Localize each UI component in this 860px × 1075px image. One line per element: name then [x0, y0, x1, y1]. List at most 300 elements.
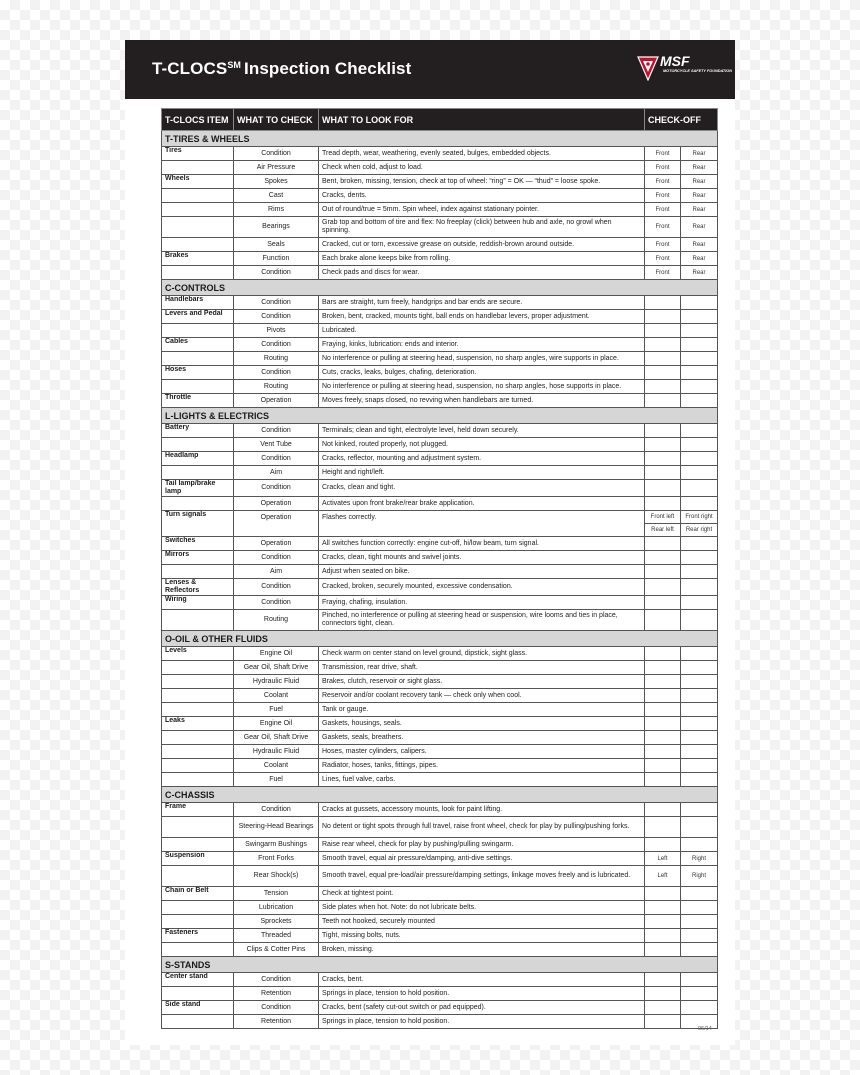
checkoff-box[interactable]: Rear — [681, 238, 718, 252]
what-to-look-for-cell: Broken, bent, cracked, mounts tight, ball ends on handlebar levers, proper adjustment. — [319, 310, 645, 324]
what-to-check-cell: Condition — [234, 973, 319, 987]
what-to-check-cell: Gear Oil, Shaft Drive — [234, 661, 319, 675]
what-to-look-for-cell: No interference or pulling at steering head, suspension, no sharp angles, wire supports in place. — [319, 352, 645, 366]
checkoff-box[interactable] — [681, 689, 718, 703]
item-cell: Suspension — [162, 852, 234, 866]
logo-text: MSF — [660, 53, 690, 69]
what-to-check-cell: Coolant — [234, 759, 319, 773]
item-cell: Levers and Pedal — [162, 310, 234, 324]
item-cell: Switches — [162, 537, 234, 551]
what-to-check-cell: Operation — [234, 511, 319, 537]
what-to-check-cell: Operation — [234, 497, 319, 511]
what-to-look-for-cell: Tight, missing bolts, nuts. — [319, 929, 645, 943]
what-to-look-for-cell: Cracks at gussets, accessory mounts, look for paint lifting. — [319, 803, 645, 817]
item-cell: Leaks — [162, 717, 234, 731]
table-row — [162, 161, 718, 175]
item-cell: Wheels — [162, 175, 234, 189]
what-to-check-cell: Condition — [234, 1001, 319, 1015]
item-cell — [162, 438, 234, 452]
table-row — [162, 915, 718, 929]
checkoff-box[interactable] — [681, 647, 718, 661]
what-to-check-cell: Engine Oil — [234, 647, 319, 661]
table-row — [162, 551, 718, 565]
item-cell: Wiring — [162, 596, 234, 610]
table-row — [162, 1001, 718, 1015]
table-row — [162, 647, 718, 661]
column-header-checkoff: CHECK-OFF — [645, 109, 718, 131]
checkoff-box[interactable]: Rear — [681, 175, 718, 189]
what-to-look-for-cell: Radiator, hoses, tanks, fittings, pipes. — [319, 759, 645, 773]
what-to-check-cell: Retention — [234, 987, 319, 1001]
item-cell — [162, 838, 234, 852]
what-to-look-for-cell: Not kinked, routed properly, not plugged. — [319, 438, 645, 452]
checkoff-box[interactable] — [645, 887, 681, 901]
checkoff-box[interactable] — [645, 987, 681, 1001]
checkoff-box[interactable] — [645, 973, 681, 987]
table-row — [162, 497, 718, 511]
checkoff-box[interactable] — [681, 987, 718, 1001]
checkoff-box[interactable] — [645, 803, 681, 817]
column-header-item: T-CLOCS ITEM — [162, 109, 234, 131]
what-to-look-for-cell: Out of round/true = 5mm. Spin wheel, index against stationary pointer. — [319, 203, 645, 217]
checkoff-box[interactable] — [645, 565, 681, 579]
what-to-check-cell: Cast — [234, 189, 319, 203]
what-to-check-cell: Air Pressure — [234, 161, 319, 175]
what-to-check-cell: Coolant — [234, 689, 319, 703]
checkoff-box[interactable] — [681, 394, 718, 408]
what-to-look-for-cell: Activates upon front brake/rear brake application. — [319, 497, 645, 511]
table-row — [162, 866, 718, 887]
item-cell: Turn signals — [162, 511, 234, 537]
what-to-look-for-cell: Terminals; clean and tight, electrolyte level, held down securely. — [319, 424, 645, 438]
inspection-table — [161, 108, 718, 1029]
item-cell: Tires — [162, 147, 234, 161]
item-cell — [162, 497, 234, 511]
item-cell: Side stand — [162, 1001, 234, 1015]
what-to-check-cell: Bearings — [234, 217, 319, 238]
item-cell — [162, 324, 234, 338]
table-row — [162, 661, 718, 675]
checkoff-box[interactable]: Rear — [681, 203, 718, 217]
what-to-check-cell: Aim — [234, 565, 319, 579]
what-to-check-cell: Condition — [234, 803, 319, 817]
item-cell — [162, 1015, 234, 1029]
checkoff-box[interactable] — [681, 366, 718, 380]
checkoff-box[interactable]: Left — [645, 852, 681, 866]
checkoff-box[interactable] — [645, 338, 681, 352]
checkoff-box[interactable] — [681, 537, 718, 551]
what-to-check-cell: Routing — [234, 352, 319, 366]
checkoff-box[interactable] — [681, 661, 718, 675]
what-to-look-for-cell: Check warm on center stand on level ground, dipstick, sight glass. — [319, 647, 645, 661]
table-row — [162, 394, 718, 408]
what-to-look-for-cell: Adjust when seated on bike. — [319, 565, 645, 579]
checkoff-box[interactable]: Front — [645, 189, 681, 203]
section-header-row — [162, 957, 718, 973]
what-to-check-cell: Condition — [234, 338, 319, 352]
item-cell — [162, 661, 234, 675]
item-cell — [162, 466, 234, 480]
checkoff-box[interactable] — [645, 647, 681, 661]
what-to-check-cell: Gear Oil, Shaft Drive — [234, 731, 319, 745]
table-row — [162, 675, 718, 689]
checkoff-box[interactable]: Front left — [645, 511, 681, 524]
what-to-look-for-cell: Check pads and discs for wear. — [319, 266, 645, 280]
checkoff-box[interactable] — [645, 596, 681, 610]
what-to-look-for-cell: Height and right/left. — [319, 466, 645, 480]
checkoff-box[interactable] — [681, 838, 718, 852]
what-to-look-for-cell: Cracks, reflector, mounting and adjustment system. — [319, 452, 645, 466]
item-cell — [162, 189, 234, 203]
table-header-row — [162, 109, 718, 131]
table-row — [162, 238, 718, 252]
checkoff-box[interactable] — [681, 296, 718, 310]
checkoff-box[interactable] — [645, 324, 681, 338]
checkoff-box[interactable] — [681, 759, 718, 773]
checkoff-box[interactable] — [645, 551, 681, 565]
what-to-look-for-cell: Lubricated. — [319, 324, 645, 338]
item-cell: Chain or Belt — [162, 887, 234, 901]
item-cell: Brakes — [162, 252, 234, 266]
section-title: S-STANDS — [162, 957, 718, 973]
item-cell: Mirrors — [162, 551, 234, 565]
checkoff-box[interactable] — [645, 537, 681, 551]
table-row — [162, 511, 718, 524]
checkoff-box[interactable]: Front — [645, 238, 681, 252]
item-cell — [162, 817, 234, 838]
table-row — [162, 466, 718, 480]
what-to-look-for-cell: Cracks, bent (safety cut-out switch or pad equipped). — [319, 1001, 645, 1015]
table-row — [162, 189, 718, 203]
table-row — [162, 803, 718, 817]
checkoff-box[interactable] — [645, 1001, 681, 1015]
checkoff-box[interactable] — [645, 661, 681, 675]
checkoff-box[interactable] — [681, 717, 718, 731]
checkoff-box[interactable]: Left — [645, 866, 681, 887]
what-to-look-for-cell: Cuts, cracks, leaks, bulges, chafing, deterioration. — [319, 366, 645, 380]
checkoff-box[interactable] — [645, 380, 681, 394]
checkoff-box[interactable] — [681, 380, 718, 394]
checkoff-box[interactable] — [645, 773, 681, 787]
checkoff-box[interactable] — [681, 731, 718, 745]
checkoff-box[interactable]: Rear — [681, 161, 718, 175]
table-row — [162, 266, 718, 280]
checkoff-box[interactable] — [681, 929, 718, 943]
checkoff-box[interactable]: Right — [681, 866, 718, 887]
what-to-look-for-cell: Cracks, bent. — [319, 973, 645, 987]
checkoff-box[interactable] — [681, 310, 718, 324]
title-service-mark: SM — [227, 60, 242, 70]
section-header-row — [162, 408, 718, 424]
checkoff-box[interactable] — [645, 366, 681, 380]
what-to-look-for-cell: Moves freely, snaps closed, no revving when handlebars are turned. — [319, 394, 645, 408]
what-to-look-for-cell: Fraying, kinks, lubrication: ends and interior. — [319, 338, 645, 352]
checkoff-box[interactable] — [681, 817, 718, 838]
checkoff-box[interactable] — [681, 887, 718, 901]
what-to-check-cell: Sprockets — [234, 915, 319, 929]
checkoff-box[interactable]: Front — [645, 217, 681, 238]
checkoff-box[interactable] — [645, 675, 681, 689]
item-cell — [162, 866, 234, 887]
what-to-look-for-cell: Springs in place, tension to hold position. — [319, 1015, 645, 1029]
what-to-look-for-cell: No interference or pulling at steering head, suspension, no sharp angles, hose supports in place. — [319, 380, 645, 394]
table-row — [162, 887, 718, 901]
table-row — [162, 217, 718, 238]
item-cell: Throttle — [162, 394, 234, 408]
table-row — [162, 579, 718, 596]
item-cell — [162, 610, 234, 631]
what-to-check-cell: Fuel — [234, 773, 319, 787]
item-cell — [162, 675, 234, 689]
table-row — [162, 252, 718, 266]
table-row — [162, 310, 718, 324]
item-cell — [162, 380, 234, 394]
checkoff-box[interactable] — [645, 394, 681, 408]
header-banner — [125, 40, 735, 99]
table-row — [162, 424, 718, 438]
what-to-check-cell: Operation — [234, 394, 319, 408]
what-to-look-for-cell: All switches function correctly: engine cut-off, hi/low beam, turn signal. — [319, 537, 645, 551]
item-cell: Tail lamp/brake lamp — [162, 480, 234, 497]
checkoff-box[interactable] — [645, 929, 681, 943]
checkoff-box[interactable] — [681, 480, 718, 497]
what-to-check-cell: Condition — [234, 266, 319, 280]
table-row — [162, 901, 718, 915]
what-to-check-cell: Lubrication — [234, 901, 319, 915]
what-to-look-for-cell: Gaskets, seals, breathers. — [319, 731, 645, 745]
what-to-check-cell: Clips & Cotter Pins — [234, 943, 319, 957]
item-cell — [162, 689, 234, 703]
checkoff-box[interactable] — [681, 424, 718, 438]
what-to-check-cell: Swingarm Bushings — [234, 838, 319, 852]
checkoff-box[interactable]: Front — [645, 252, 681, 266]
what-to-look-for-cell: Cracked, cut or torn, excessive grease on outside, reddish-brown around outside. — [319, 238, 645, 252]
checkoff-box[interactable] — [681, 352, 718, 366]
item-cell — [162, 943, 234, 957]
what-to-look-for-cell: Brakes, clutch, reservoir or sight glass. — [319, 675, 645, 689]
table-row — [162, 438, 718, 452]
checkoff-box[interactable] — [645, 838, 681, 852]
checkoff-box[interactable] — [645, 310, 681, 324]
what-to-check-cell: Condition — [234, 452, 319, 466]
table-body — [162, 131, 718, 1029]
checkoff-box[interactable] — [645, 689, 681, 703]
checkoff-box[interactable]: Front — [645, 161, 681, 175]
checkoff-box[interactable]: Front — [645, 175, 681, 189]
checkoff-box[interactable] — [645, 915, 681, 929]
what-to-check-cell: Threaded — [234, 929, 319, 943]
checkoff-box[interactable] — [645, 296, 681, 310]
checkoff-box[interactable] — [681, 1001, 718, 1015]
checkoff-box[interactable]: Front — [645, 203, 681, 217]
item-cell — [162, 703, 234, 717]
table-row — [162, 943, 718, 957]
item-cell: Lenses & Reflectors — [162, 579, 234, 596]
what-to-look-for-cell: Flashes correctly. — [319, 511, 645, 537]
item-cell — [162, 915, 234, 929]
item-cell: Handlebars — [162, 296, 234, 310]
checkoff-box[interactable]: Right — [681, 852, 718, 866]
checkoff-box[interactable]: Rear — [681, 189, 718, 203]
checkoff-box[interactable]: Rear left — [645, 524, 681, 537]
what-to-check-cell: Hydraulic Fluid — [234, 745, 319, 759]
table-row — [162, 745, 718, 759]
what-to-check-cell: Condition — [234, 310, 319, 324]
checkoff-box[interactable] — [681, 610, 718, 631]
what-to-check-cell: Pivots — [234, 324, 319, 338]
what-to-check-cell: Seals — [234, 238, 319, 252]
what-to-look-for-cell: Check at tightest point. — [319, 887, 645, 901]
what-to-look-for-cell: Cracks, dents. — [319, 189, 645, 203]
section-header-row — [162, 131, 718, 147]
checkoff-box[interactable] — [681, 773, 718, 787]
checkoff-box[interactable] — [645, 731, 681, 745]
checkoff-box[interactable]: Rear — [681, 252, 718, 266]
checkoff-box[interactable]: Rear — [681, 147, 718, 161]
checkoff-box[interactable]: Front — [645, 147, 681, 161]
what-to-check-cell: Aim — [234, 466, 319, 480]
checkoff-box[interactable] — [645, 943, 681, 957]
table-row — [162, 324, 718, 338]
what-to-check-cell: Operation — [234, 537, 319, 551]
shield-rider-icon — [637, 55, 659, 81]
table-row — [162, 852, 718, 866]
item-cell — [162, 238, 234, 252]
what-to-look-for-cell: Cracks, clean, tight mounts and swivel joints. — [319, 551, 645, 565]
checkoff-box[interactable] — [645, 901, 681, 915]
table-row — [162, 610, 718, 631]
what-to-look-for-cell: Reservoir and/or coolant recovery tank — check only when cool. — [319, 689, 645, 703]
checkoff-box[interactable] — [681, 973, 718, 987]
what-to-look-for-cell: Side plates when hot. Note: do not lubricate belts. — [319, 901, 645, 915]
checkoff-box[interactable] — [645, 466, 681, 480]
table-row — [162, 817, 718, 838]
title-suffix: Inspection Checklist — [244, 59, 412, 78]
checklist-page — [125, 40, 735, 1045]
checkoff-box[interactable]: Front — [645, 266, 681, 280]
what-to-look-for-cell: Pinched, no interference or pulling at steering head or suspension, wire looms and ties in place, connectors tight, clean. — [319, 610, 645, 631]
checkoff-box[interactable] — [681, 703, 718, 717]
checkoff-box[interactable] — [681, 452, 718, 466]
item-cell — [162, 203, 234, 217]
what-to-check-cell: Condition — [234, 551, 319, 565]
checkoff-box[interactable] — [681, 324, 718, 338]
checkoff-box[interactable]: Rear — [681, 217, 718, 238]
checkoff-box[interactable] — [645, 452, 681, 466]
checkoff-box[interactable] — [681, 901, 718, 915]
what-to-check-cell: Front Forks — [234, 852, 319, 866]
checkoff-box[interactable] — [681, 745, 718, 759]
checkoff-box[interactable] — [681, 338, 718, 352]
checkoff-box[interactable] — [681, 551, 718, 565]
table-row — [162, 565, 718, 579]
table-row — [162, 338, 718, 352]
what-to-check-cell: Condition — [234, 480, 319, 497]
item-cell — [162, 987, 234, 1001]
checkoff-box[interactable] — [645, 480, 681, 497]
checkoff-box[interactable]: Rear right — [681, 524, 718, 537]
title-prefix: T-CLOCS — [152, 59, 228, 78]
checkoff-box[interactable] — [681, 579, 718, 596]
table-row — [162, 366, 718, 380]
checkoff-box[interactable] — [645, 759, 681, 773]
what-to-look-for-cell: No detent or tight spots through full travel, raise front wheel, check for play by pulling/pushing forks. — [319, 817, 645, 838]
checkoff-box[interactable] — [645, 579, 681, 596]
checkoff-box[interactable] — [681, 915, 718, 929]
item-cell: Levels — [162, 647, 234, 661]
what-to-check-cell: Hydraulic Fluid — [234, 675, 319, 689]
checkoff-box[interactable] — [681, 803, 718, 817]
section-header-row — [162, 280, 718, 296]
item-cell — [162, 352, 234, 366]
checkoff-box[interactable] — [645, 817, 681, 838]
item-cell — [162, 161, 234, 175]
checkoff-box[interactable] — [645, 424, 681, 438]
what-to-look-for-cell: Tank or gauge. — [319, 703, 645, 717]
section-header-row — [162, 631, 718, 647]
table-row — [162, 973, 718, 987]
section-title: C-CONTROLS — [162, 280, 718, 296]
item-cell: Cables — [162, 338, 234, 352]
page-title — [152, 59, 411, 79]
what-to-look-for-cell: Tread depth, wear, weathering, evenly seated, bulges, embedded objects. — [319, 147, 645, 161]
checkoff-box[interactable] — [681, 466, 718, 480]
what-to-look-for-cell: Bent, broken, missing, tension, check at top of wheel: “ring” = OK — “thud” = loose spoke. — [319, 175, 645, 189]
table-row — [162, 929, 718, 943]
item-cell: Frame — [162, 803, 234, 817]
item-cell: Center stand — [162, 973, 234, 987]
item-cell — [162, 773, 234, 787]
what-to-look-for-cell: Cracks, clean and tight. — [319, 480, 645, 497]
checkoff-box[interactable] — [645, 703, 681, 717]
table-row — [162, 175, 718, 189]
checkoff-box[interactable] — [681, 497, 718, 511]
checkoff-box[interactable]: Front right — [681, 511, 718, 524]
what-to-look-for-cell: Each brake alone keeps bike from rolling. — [319, 252, 645, 266]
checkoff-box[interactable] — [681, 596, 718, 610]
checkoff-box[interactable]: Rear — [681, 266, 718, 280]
checkoff-box[interactable] — [645, 438, 681, 452]
what-to-look-for-cell: Gaskets, housings, seals. — [319, 717, 645, 731]
checkoff-box[interactable] — [681, 943, 718, 957]
checkoff-box[interactable] — [645, 1015, 681, 1029]
checkoff-box[interactable] — [645, 352, 681, 366]
what-to-check-cell: Condition — [234, 596, 319, 610]
table-row — [162, 759, 718, 773]
what-to-check-cell: Condition — [234, 147, 319, 161]
item-cell — [162, 745, 234, 759]
checkoff-box[interactable] — [681, 438, 718, 452]
what-to-look-for-cell: Lines, fuel valve, carbs. — [319, 773, 645, 787]
what-to-look-for-cell: Transmission, rear drive, shaft. — [319, 661, 645, 675]
checkoff-box[interactable] — [681, 565, 718, 579]
item-cell — [162, 759, 234, 773]
checkoff-box[interactable] — [645, 717, 681, 731]
item-cell — [162, 217, 234, 238]
table-row — [162, 296, 718, 310]
table-row — [162, 689, 718, 703]
table-row — [162, 773, 718, 787]
checkoff-box[interactable] — [645, 497, 681, 511]
item-cell: Headlamp — [162, 452, 234, 466]
what-to-check-cell: Engine Oil — [234, 717, 319, 731]
checkoff-box[interactable] — [645, 610, 681, 631]
logo-subtitle: MOTORCYCLE SAFETY FOUNDATION — [663, 69, 732, 73]
checkoff-box[interactable] — [681, 675, 718, 689]
table-row — [162, 703, 718, 717]
table-row — [162, 537, 718, 551]
checkoff-box[interactable] — [645, 745, 681, 759]
